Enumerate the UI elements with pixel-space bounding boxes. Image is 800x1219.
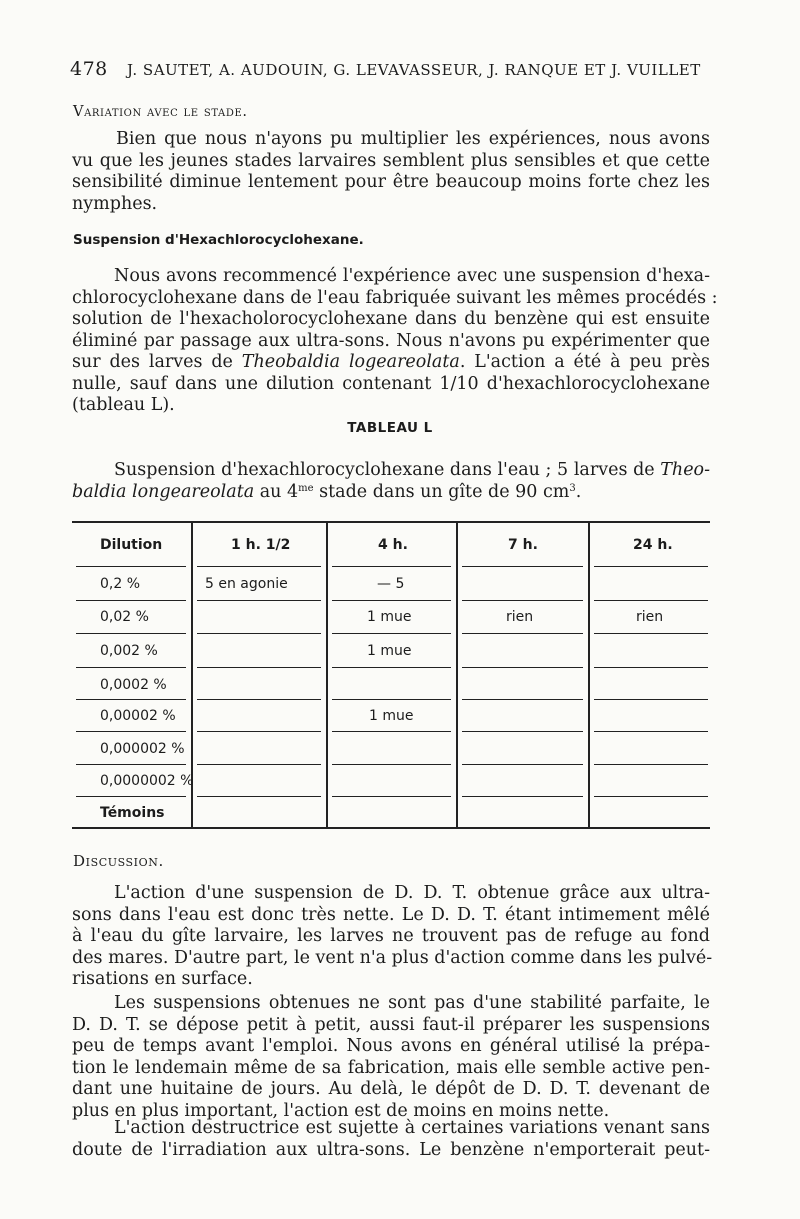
column-header-dilution: Dilution [100, 537, 163, 553]
row-rule [197, 699, 321, 700]
cell-dilution: 0,02 % [100, 609, 149, 625]
row-rule [594, 699, 708, 700]
page-number: 478 [70, 58, 108, 80]
row-rule [332, 566, 451, 567]
paragraph-discussion-2 [72, 993, 710, 1122]
text-fragment: stade dans un gîte de 90 cm [313, 481, 570, 502]
text-line: (tableau L). [72, 395, 175, 415]
row-rule [197, 796, 321, 797]
row-rule [197, 600, 321, 601]
cell-1h30: 5 en agonie [205, 576, 288, 592]
text-line: D. D. T. se dépose petit à petit, aussi faut-il préparer les suspensions [72, 1014, 710, 1035]
row-rule [594, 667, 708, 668]
row-rule [332, 667, 451, 668]
row-rule [462, 600, 583, 601]
text-line: sensibilité diminue lentement pour être beaucoup moins forte chez les [72, 172, 710, 192]
cell-4h: — 5 [377, 576, 405, 592]
table-caption [72, 460, 710, 503]
table-top-rule [72, 521, 710, 523]
row-rule [76, 566, 186, 567]
row-rule [462, 796, 583, 797]
cell-dilution: 0,00002 % [100, 708, 176, 724]
row-rule [76, 600, 186, 601]
row-rule [594, 566, 708, 567]
row-rule [594, 600, 708, 601]
text-fragment: au 4 [254, 481, 299, 502]
row-rule [594, 796, 708, 797]
row-rule [197, 731, 321, 732]
text-line: Nous avons recommencé l'expérience avec une suspension d'hexa- [114, 266, 710, 286]
row-rule [462, 566, 583, 567]
row-rule [462, 667, 583, 668]
text-fragment: . L'action a été à peu près [459, 352, 710, 372]
species-name: Theo- [660, 460, 710, 480]
running-header [70, 58, 701, 80]
cell-dilution: 0,000002 % [100, 741, 185, 757]
paragraph-variation [72, 129, 710, 215]
text-line: peu de temps avant l'emploi. Nous avons en général utilisé la prépa- [72, 1036, 710, 1056]
text-line: nulle, sauf dans une dilution contenant 1/10 d'hexachlorocyclohexane [72, 373, 710, 394]
section-title-discussion: Discussion. [73, 852, 164, 870]
column-divider [326, 523, 328, 827]
row-rule [76, 764, 186, 765]
row-rule [462, 633, 583, 634]
row-rule [332, 600, 451, 601]
cell-4h: 1 mue [367, 643, 412, 659]
cell-24h: rien [636, 609, 664, 625]
row-rule [332, 796, 451, 797]
text-line: plus en plus important, l'action est de moins en moins nette. [72, 1100, 610, 1121]
text-fragment: sur des larves de [72, 352, 242, 372]
column-header-4h: 4 h. [378, 537, 408, 553]
text-line: doute de l'irradiation aux ultra-sons. Le benzène n'emporterait peut- [72, 1139, 710, 1160]
species-name: Theobaldia logeareolata [241, 352, 460, 372]
text-line: vu que les jeunes stades larvaires semblent plus sensibles et que cette [72, 150, 710, 171]
column-divider [588, 523, 590, 827]
row-rule [197, 633, 321, 634]
text-line: chlorocyclohexane dans de l'eau fabriquée suivant les mêmes procédés : [72, 287, 718, 308]
row-rule [197, 667, 321, 668]
cell-7h: rien [506, 609, 534, 625]
caption-line [72, 460, 710, 482]
row-rule [332, 764, 451, 765]
row-rule [76, 796, 186, 797]
text-line: tion le lendemain même de sa fabrication, mais elle semble active pen- [72, 1057, 710, 1078]
row-rule [197, 764, 321, 765]
section-title-suspension: Suspension d'Hexachlorocyclohexane. [73, 232, 364, 248]
text-line: L'action d'une suspension de D. D. T. obtenue grâce aux ultra- [114, 883, 710, 903]
superscript: 3 [569, 482, 576, 494]
row-rule [594, 633, 708, 634]
text-line: nymphes. [72, 193, 158, 214]
row-rule [462, 731, 583, 732]
column-divider [456, 523, 458, 827]
paragraph-discussion-1 [72, 883, 713, 991]
paragraph-suspension [72, 266, 718, 417]
table-bottom-rule [72, 827, 710, 829]
row-rule [197, 566, 321, 567]
text-line: éliminé par passage aux ultra-sons. Nous n'avons pu expérimenter que [72, 330, 710, 351]
text-fragment: Suspension d'hexachlorocyclohexane dans l'eau ; 5 larves de [114, 460, 661, 480]
row-rule [462, 764, 583, 765]
text-line: Bien que nous n'ayons pu multiplier les expériences, nous avons [116, 129, 710, 149]
cell-4h: 1 mue [369, 708, 414, 724]
text-fragment: . [575, 481, 582, 502]
row-rule [76, 633, 186, 634]
row-rule [332, 731, 451, 732]
caption-line [72, 482, 710, 504]
cell-dilution: Témoins [100, 805, 165, 821]
row-rule [462, 699, 583, 700]
text-line: à l'eau du gîte larvaire, les larves ne trouvent pas de refuge au fond [72, 926, 710, 946]
text-line: solution de l'hexacholorocyclohexane dans du benzène qui est ensuite [72, 309, 710, 329]
text-line: risations en surface. [72, 969, 253, 989]
row-rule [332, 633, 451, 634]
column-header-1h30: 1 h. 1/2 [231, 537, 291, 553]
text-line: dant une huitaine de jours. Au delà, le dépôt de D. D. T. devenant de [72, 1079, 710, 1099]
row-rule [76, 699, 186, 700]
row-rule [76, 731, 186, 732]
row-rule [594, 764, 708, 765]
section-title-variation: Variation avec le stade. [73, 104, 248, 120]
column-header-24h: 24 h. [633, 537, 673, 553]
row-rule [594, 731, 708, 732]
superscript: me [298, 482, 314, 494]
text-line: Les suspensions obtenues ne sont pas d'une stabilité parfaite, le [114, 993, 710, 1013]
table-title: TABLEAU L [347, 420, 433, 436]
row-rule [332, 699, 451, 700]
cell-dilution: 0,2 % [100, 576, 141, 592]
cell-dilution: 0,002 % [100, 643, 158, 659]
column-header-7h: 7 h. [508, 537, 538, 553]
text-line-species [72, 352, 710, 374]
text-line: L'action destructrice est sujette à certaines variations venant sans [114, 1118, 710, 1138]
text-line: sons dans l'eau est donc très nette. Le D. D. T. étant intimement mêlé [72, 904, 710, 925]
row-rule [76, 667, 186, 668]
cell-4h: 1 mue [367, 609, 412, 625]
cell-dilution: 0,0002 % [100, 677, 167, 693]
text-line: des mares. D'autre part, le vent n'a plus d'action comme dans les pulvé- [72, 947, 713, 968]
header-authors: J. SAUTET, A. AUDOUIN, G. LEVAVASSEUR, J. RANQUE ET J. VUILLET [127, 61, 701, 79]
paragraph-discussion-3 [72, 1118, 710, 1161]
cell-dilution: 0,0000002 % [100, 773, 194, 789]
species-name: baldia longeareolata [72, 481, 255, 502]
